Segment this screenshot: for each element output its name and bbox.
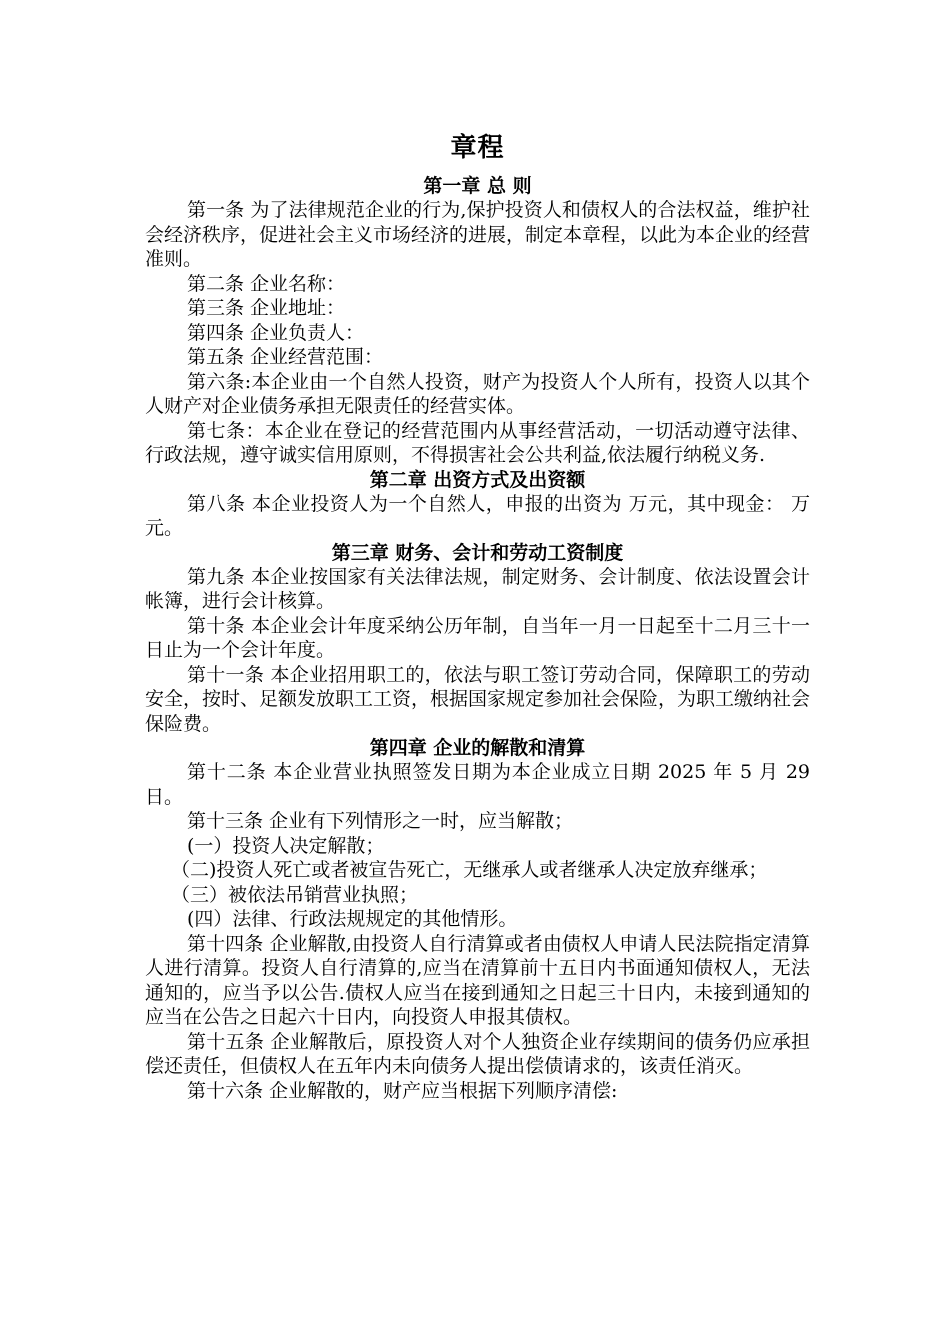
chapter-heading-4: 第四章 企业的解散和清算 (369, 737, 586, 759)
article-7: 第七条：本企业在登记的经营范围内从事经营活动，一切活动遵守法律、行政法规，遵守诚实信用原则，不得损害社会公共利益,依法履行纳税义务. (145, 419, 810, 466)
article-9: 第九条 本企业按国家有关法律法规，制定财务、会计制度、依法设置会计帐簿，进行会计核算。 (145, 565, 810, 612)
document-page (145, 130, 810, 1103)
article-3: 第三条 企业地址： (187, 297, 346, 319)
chapter-heading-1: 第一章 总 则 (423, 175, 532, 197)
article-15: 第十五条 企业解散后，原投资人对个人独资企业存续期间的债务仍应承担偿还责任，但债权人在五年内未向债务人提出偿债请求的，该责任消灭。 (145, 1030, 810, 1077)
article-13-item-3: （三）被依法吊销营业执照； (171, 883, 419, 906)
chapter-heading-3: 第三章 财务、会计和劳动工资制度 (331, 541, 624, 564)
chapter-heading-2: 第二章 出资方式及出资额 (369, 468, 586, 491)
article-1: 第一条 为了法律规范企业的行为,保护投资人和债权人的合法权益，维护社会经济秩序，促进社会主义市场经济的进展，制定本章程，以此为本企业的经营准则。 (145, 199, 811, 270)
document-title: 章程 (450, 133, 505, 163)
article-10: 第十条 本企业会计年度采纳公历年制，自当年一月一日起至十二月三十一日止为一个会计年度。 (145, 614, 810, 661)
article-4: 第四条 企业负责人： (187, 321, 365, 344)
article-13: 第十三条 企业有下列情形之一时，应当解散； (187, 810, 574, 832)
article-14: 第十四条 企业解散,由投资人自行清算或者由债权人申请人民法院指定清算人进行清算。投资人自行清算的,应当在清算前十五日内书面通知债权人，无法通知的，应当予以公告.债权人应当在接到通知之日起三十日内，未接到通知的应当在公告之日起六十日内，向投资人申报其债权。 (145, 932, 810, 1028)
article-11: 第十一条 本企业招用职工的，依法与职工签订劳动合同，保障职工的劳动安全，按时、足额发放职工工资，根据国家规定参加社会保险，为职工缴纳社会保险费。 (145, 663, 811, 735)
article-13-item-1: (一）投资人决定解散； (187, 834, 385, 857)
article-12: 第十二条 本企业营业执照签发日期为本企业成立日期 2025 年 5 月 29 日。 (145, 761, 810, 808)
article-2: 第二条 企业名称： (187, 272, 346, 295)
article-13-item-2: （二)投资人死亡或者被宣告死亡，无继承人或者继承人决定放弃继承； (171, 859, 768, 881)
article-5: 第五条 企业经营范围： (187, 346, 384, 368)
article-6: 第六条:本企业由一个自然人投资，财产为投资人个人所有，投资人以其个人财产对企业债务承担无限责任的经营实体。 (145, 370, 810, 417)
article-8: 第八条 本企业投资人为一个自然人，申报的出资为 万元，其中现金： 万元。 (145, 492, 810, 539)
article-13-item-4: (四）法律、行政法规规定的其他情形。 (187, 908, 518, 930)
article-16: 第十六条 企业解散的，财产应当根据下列顺序清偿: (187, 1079, 618, 1102)
